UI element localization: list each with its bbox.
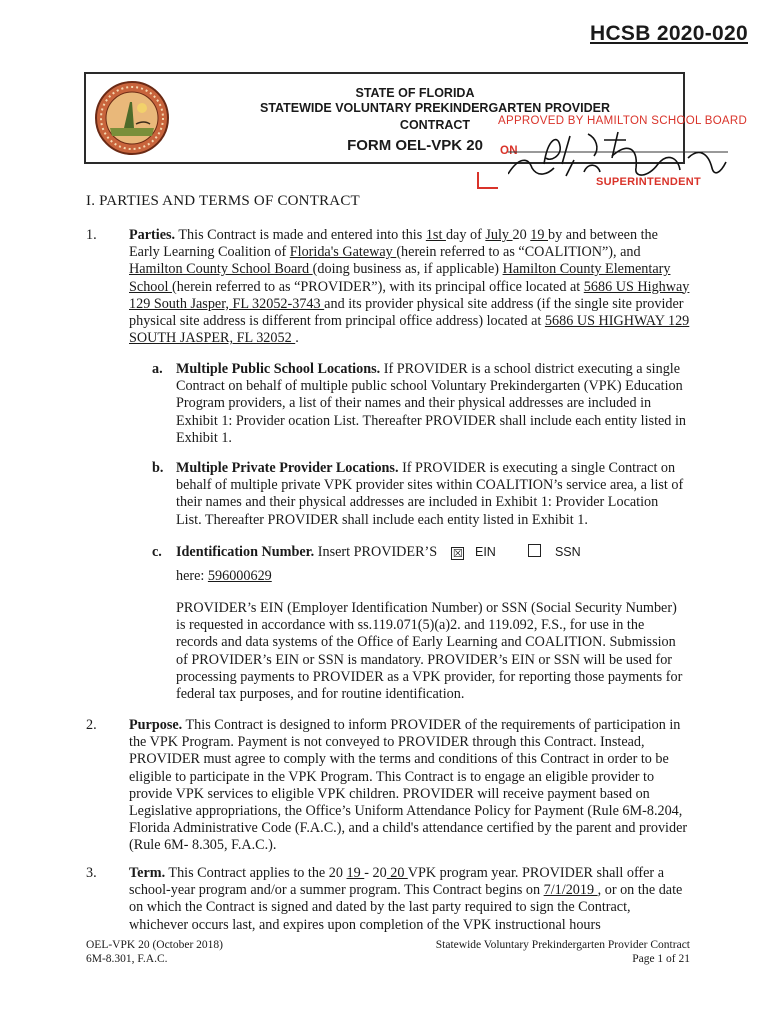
purpose-paragraph: Purpose. This Contract is designed to inform PROVIDER of the requirements of participation in the VPK Program. Payment is not conveyed to PROVIDER through this Contract. Instead, PROVIDER must agree to comply with the terms and conditions of this Contract in order to be eligible to participate in the VPK Program. This Contract is to engage an eligible provider to provide VPK services to eligible VPK children. PROVIDER will receive payment based on Legislative appropriations, the Office’s Uniform Attendance Policy for Payment (Rule 6M-8.204, Florida Administrative Code (F.A.C.), and a child's attendance certified by the parent and provider (Rule 6M- 8.305, F.A.C.).	[129, 717, 688, 854]
corner-mark-icon	[476, 170, 500, 194]
florida-seal-icon	[94, 80, 170, 156]
ssn-label: SSN	[554, 545, 581, 559]
item-number-2: 2.	[86, 717, 97, 733]
header-contract: CONTRACT	[399, 118, 471, 132]
private-provider-paragraph: Multiple Private Provider Locations. If PROVIDER is executing a single Contract on behalf of multiple private VPK provider sites within COALITION’s service area, a list of their names and their physical addresses are included in Exhibit 1: Provider Location List. Thereafter PROVIDER shall include each entity listed in Exhibit 1.	[176, 460, 684, 528]
term-paragraph: Term. This Contract applies to the 20 19 - 20 20 VPK program year. PROVIDER shall offer a school-year program and/or a summer program. This Contract begins on 7/1/2019 , or on the date on which the Contract is signed and dated by the last party required to sign the Contract, whichever occurs last, and expires upon completion of the VPK instructional hours	[129, 865, 683, 933]
ein-explanation-paragraph: PROVIDER’s EIN (Employer Identification Number) or SSN (Social Security Number) is requested in accordance with ss.119.071(5)(a)2. and 119.092, F.S., for use in the records and data systems of the Office of Early Learning and COALITION. Submission of PROVIDER’s EIN or SSN is mandatory. PROVIDER’s EIN or SSN will be used for processing payments to PROVIDER as a VPK provider, for reporting those payments for federal tax purposes, and for routine identification.	[176, 600, 683, 703]
item-number-3: 3.	[86, 865, 97, 881]
subitem-letter-c: c.	[152, 544, 162, 560]
ein-number: 596000629	[207, 568, 272, 584]
approval-stamp-text: APPROVED BY HAMILTON SCHOOL BOARD	[498, 115, 748, 127]
ssn-checkbox[interactable]	[528, 544, 541, 557]
subitem-letter-a: a.	[152, 361, 163, 377]
header-form: FORM OEL-VPK 20	[347, 137, 483, 154]
document-id: HCSB 2020-020	[590, 22, 748, 45]
ein-number-line: here: 596000629	[176, 568, 272, 584]
identification-line: Identification Number. Insert PROVIDER’S ☒ EIN SSN	[176, 544, 581, 560]
header-state: STATE OF FLORIDA	[355, 86, 475, 100]
page-number: Page 1 of 21	[632, 953, 690, 965]
subitem-letter-b: b.	[152, 460, 164, 476]
handwritten-signature	[508, 128, 728, 180]
footer-rule: 6M-8.301, F.A.C.	[86, 953, 168, 965]
ein-label: EIN	[475, 545, 496, 559]
public-school-paragraph: Multiple Public School Locations. If PROVIDER is a school district executing a single Contract on behalf of multiple public school Voluntary Prekindergarten (VPK) Education Program providers, a list of their names and their physical addresses are included in Exhibit 1: Provider ocation List. Thereafter PROVIDER shall include each entity listed in Exhibit 1.	[176, 361, 686, 446]
ein-checkbox[interactable]: ☒	[452, 547, 463, 560]
footer-title: Statewide Voluntary Prekindergarten Provider Contract	[435, 939, 690, 951]
approval-stamp-on: ON	[500, 145, 518, 157]
parties-paragraph: Parties. This Contract is made and entered into this 1st day of July 20 19 by and between the Early Learning Coalition of Florida's Gateway (herein referred to as “COALITION”), and Hamilton County School Board (doing business as, if applicable) Hamilton County Elementary School (herein referred to as “PROVIDER”), with its principal office located at 5686 US Highway 129 South Jasper, FL 32052-3743 and its provider physical site address (if the single site provider physical site address is different from principal office address) located at 5686 US HIGHWAY 129 SOUTH JASPER, FL 32052 .	[129, 227, 690, 347]
header-program: STATEWIDE VOLUNTARY PREKINDERGARTEN PROVIDER	[259, 101, 611, 115]
footer-form-id: OEL-VPK 20 (October 2018)	[86, 939, 224, 951]
section-title: I. PARTIES AND TERMS OF CONTRACT	[86, 193, 360, 209]
item-number-1: 1.	[86, 227, 97, 243]
superintendent-label: SUPERINTENDENT	[596, 176, 702, 188]
